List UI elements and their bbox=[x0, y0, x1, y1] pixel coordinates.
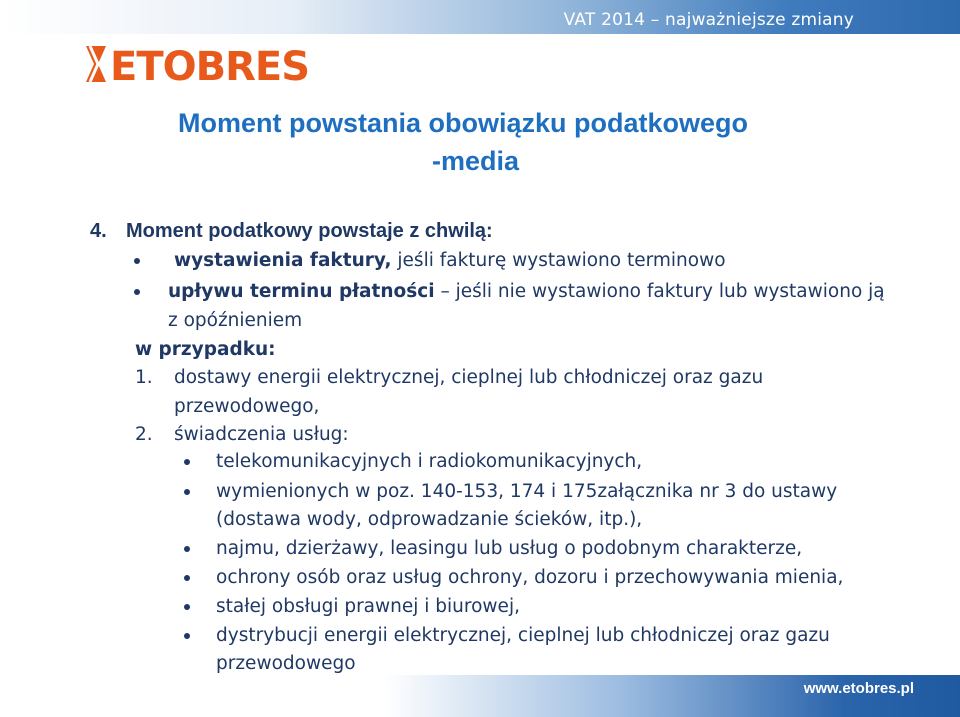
case-number: 1. bbox=[135, 367, 153, 388]
service-item: ochrony osób oraz usług ochrony, dozoru i przechowywania mienia, bbox=[216, 567, 844, 588]
sub-bullet-dot bbox=[184, 604, 190, 610]
bullet-item-continuation: z opóźnieniem bbox=[168, 310, 303, 331]
service-item-continuation: (dostawa wody, odprowadzanie ścieków, itp.), bbox=[216, 509, 643, 530]
cases-label: w przypadku: bbox=[135, 339, 276, 360]
sub-bullet-dot bbox=[184, 489, 190, 495]
service-item: dystrybucji energii elektrycznej, cieplnej lub chłodniczej oraz gazu bbox=[216, 625, 830, 646]
case-text-continuation: przewodowego, bbox=[174, 396, 320, 417]
bullet-dot bbox=[134, 258, 140, 264]
point-text: Moment podatkowy powstaje z chwilą: bbox=[126, 220, 493, 242]
service-item-continuation: przewodowego bbox=[216, 653, 356, 674]
page-title-line-2: -media bbox=[432, 146, 520, 176]
point-number: 4. bbox=[90, 220, 107, 242]
service-item: stałej obsługi prawnej i biurowej, bbox=[216, 596, 520, 617]
bullet-item: upływu terminu płatności – jeśli nie wystawiono faktury lub wystawiono ją bbox=[168, 281, 885, 302]
bullet-item: wystawienia faktury, jeśli fakturę wystawiono terminowo bbox=[174, 250, 726, 271]
case-text: świadczenia usług: bbox=[174, 424, 349, 445]
footer-website-link[interactable]: www.etobres.pl bbox=[803, 680, 914, 697]
sub-bullet-dot bbox=[184, 546, 190, 552]
bullet-dot bbox=[134, 289, 140, 295]
service-item: wymienionych w poz. 140-153, 174 i 175załącznika nr 3 do ustawy bbox=[216, 481, 838, 502]
case-number: 2. bbox=[135, 424, 153, 445]
service-item: najmu, dzierżawy, leasingu lub usług o podobnym charakterze, bbox=[216, 538, 803, 559]
sub-bullet-dot bbox=[184, 575, 190, 581]
page-title-line-1: Moment powstania obowiązku podatkowego bbox=[178, 108, 749, 138]
presentation-title: VAT 2014 – najważniejsze zmiany bbox=[563, 10, 854, 30]
logo-wordmark: ETOBRES bbox=[110, 44, 310, 88]
sub-bullet-dot bbox=[184, 459, 190, 465]
service-item: telekomunikacyjnych i radiokomunikacyjnych, bbox=[216, 451, 643, 472]
case-text: dostawy energii elektrycznej, cieplnej lub chłodniczej oraz gazu bbox=[174, 367, 764, 388]
sub-bullet-dot bbox=[184, 633, 190, 639]
